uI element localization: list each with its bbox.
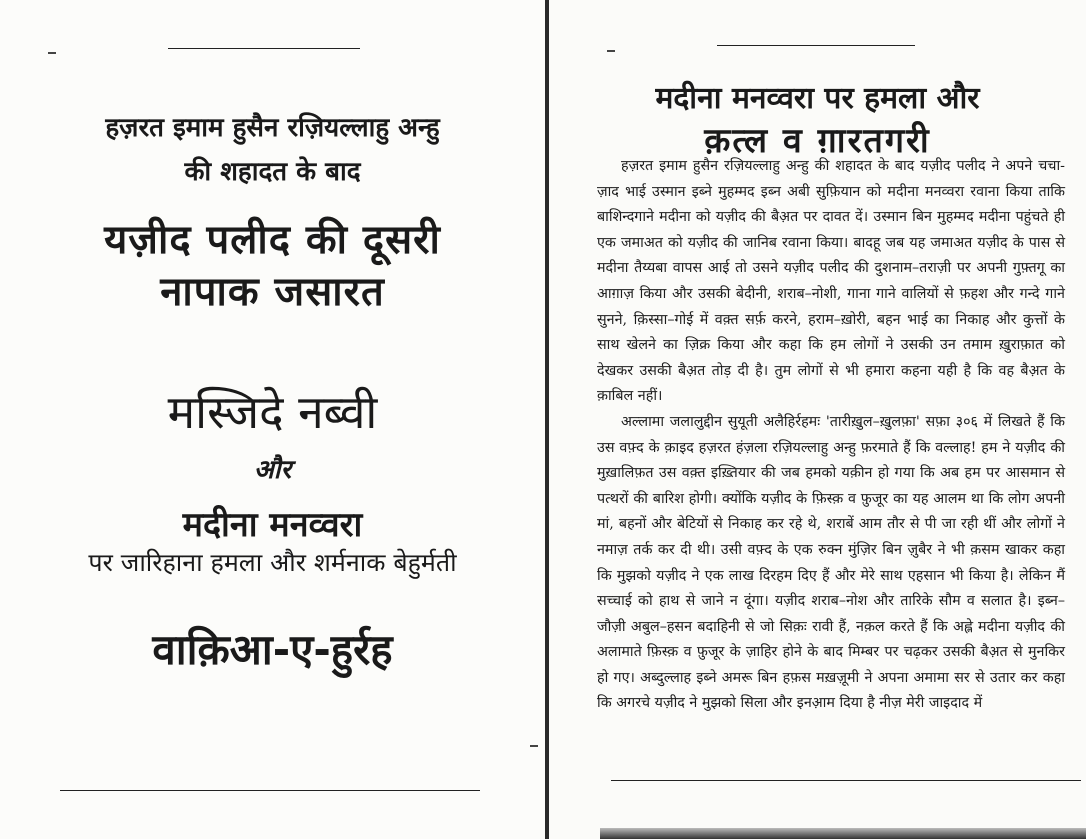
main-title-line-1: यज़ीद पलीद की दूसरी [104,217,441,263]
top-rule [717,45,915,46]
chapter-title-line-2: क़त्ल व ग़ारतगरी [704,121,931,161]
paragraph-1: हज़रत इमाम हुसैन रज़ियल्लाहु अन्हु की शहादत के बाद यज़ीद पलीद ने अपने चचा-ज़ाद भाई उस्मान इब्ने मुहम्मद इब्न अबी सुफ़ियान को मदीना मनव्वरा रवाना किया ताकि बाशिन्दगाने मदीना को यज़ीद की बैअ़त पर दावत दें। उस्मान बिन मुहम्मद मदीना पहुंचते ही एक जमाअत को यज़ीद की जानिब रवाना किया। बादहू जब यह जमाअत यज़ीद के पास से मदीना तैय्यबा वापस आई तो उसने यज़ीद पलीद की दुशनाम–तराज़ी पर अपनी गुफ़्तगू का आग़ाज़ किया और उसकी बेदीनी, शराब–नोशी, गाना गाने वालियों से फ़हश और गन्दे गाने सुनने, क़िस्सा–गोई में वक़्त सर्फ़ करने, हराम–ख़ोरी, बहन भाई का निकाह और कुत्तों के साथ खेलने का ज़िक्र किया और कहा कि हम लोगों ने उसकी उन तमाम ख़ुराफ़ात को देखकर उसकी बैअ़त तोड़ दी है। तुम लोगों से भी हमारा कहना यही है कि वह बैअ़त के क़ाबिल नहीं। [597,158,1065,405]
body-text [597,154,1065,717]
margin-mark [48,52,56,54]
chapter-title-line-1: मदीना मनव्वरा पर हमला और [655,81,980,116]
madina-title: मदीना मनव्वरा [182,505,363,545]
paragraph-2: अल्लामा जलालुद्दीन सुयूती अलैहिर्रहमः 'तारीख़ुल–ख़ुलफ़ा' सफ़ा ३०६ में लिखते हैं कि उस वफ़्द के क़ाइद हज़रत हंज़ला रज़ियल्लाहु अन्हु फ़रमाते हैं कि वल्लाह! हम ने यज़ीद की मुख़ालिफ़त उस वक़्त इख़्तियार की जब हमको यक़ीन हो गया कि अब हम पर आसमान से पत्थरों की बारिश होगी। क्योंकि यज़ीद के फ़िस्क़ व फ़ुजूर का यह आलम था कि लोग अपनी मां, बहनों और बेटियों से निकाह कर रहे थे, शराबें आम तौर से पी जा रही थीं और लोगों ने नमाज़ तर्क कर दी थी। उसी वफ़्द के एक रुक्न मुंज़िर बिन ज़ुबैर ने भी क़सम खाकर कहा कि मुझको यज़ीद ने एक लाख दिरहम दिए हैं और मेरे साथ एहसान भी किया है। लेकिन मैं सच्चाई को हाथ से जाने न दूंगा। यज़ीद शराब–नोश और तारिके सौम व सलात है। इब्न–जौज़ी अबुल–हसन बदाहिनी से जो सिक़ः रावी हैं, नक़ल करते हैं कि अह्ले मदीना यज़ीद की अलामाते फ़िस्क़ व फ़ुजूर के ज़ाहिर होने के बाद मिम्बर पर चढ़कर उसकी बैअ़त से मुनकिर हो गए। अब्दुल्लाह इब्ने अमरू बिन हफ़स मख़ज़ूमी ने अपना अमामा सर से उतार कर कहा कि अगरचे यज़ीद ने मुझको सिला और इनआ़म दिया है नीज़ मेरी जाइदाद में [597,413,1065,712]
bottom-rule [611,780,1081,781]
subtitle: पर जारिहाना हमला और शर्मनाक बेहुर्मती [88,548,457,577]
page-fold-shadow [600,828,1086,839]
margin-mark [607,50,615,52]
right-page [549,0,1086,839]
bottom-rule [60,790,480,791]
main-title-line-2: नापाक जसारत [160,269,385,315]
top-rule [168,48,360,49]
heading-line-2: की शहादत के बाद [184,157,361,187]
margin-mark [530,745,538,747]
conjunction: और [253,455,292,485]
masjid-title: मस्जिदे नब्वी [167,385,378,439]
event-title: वाक़िआ-ए-हुर्रह [152,625,393,674]
heading-line-1: हज़रत इमाम हुसैन रज़ियल्लाहु अन्हु [105,113,440,143]
